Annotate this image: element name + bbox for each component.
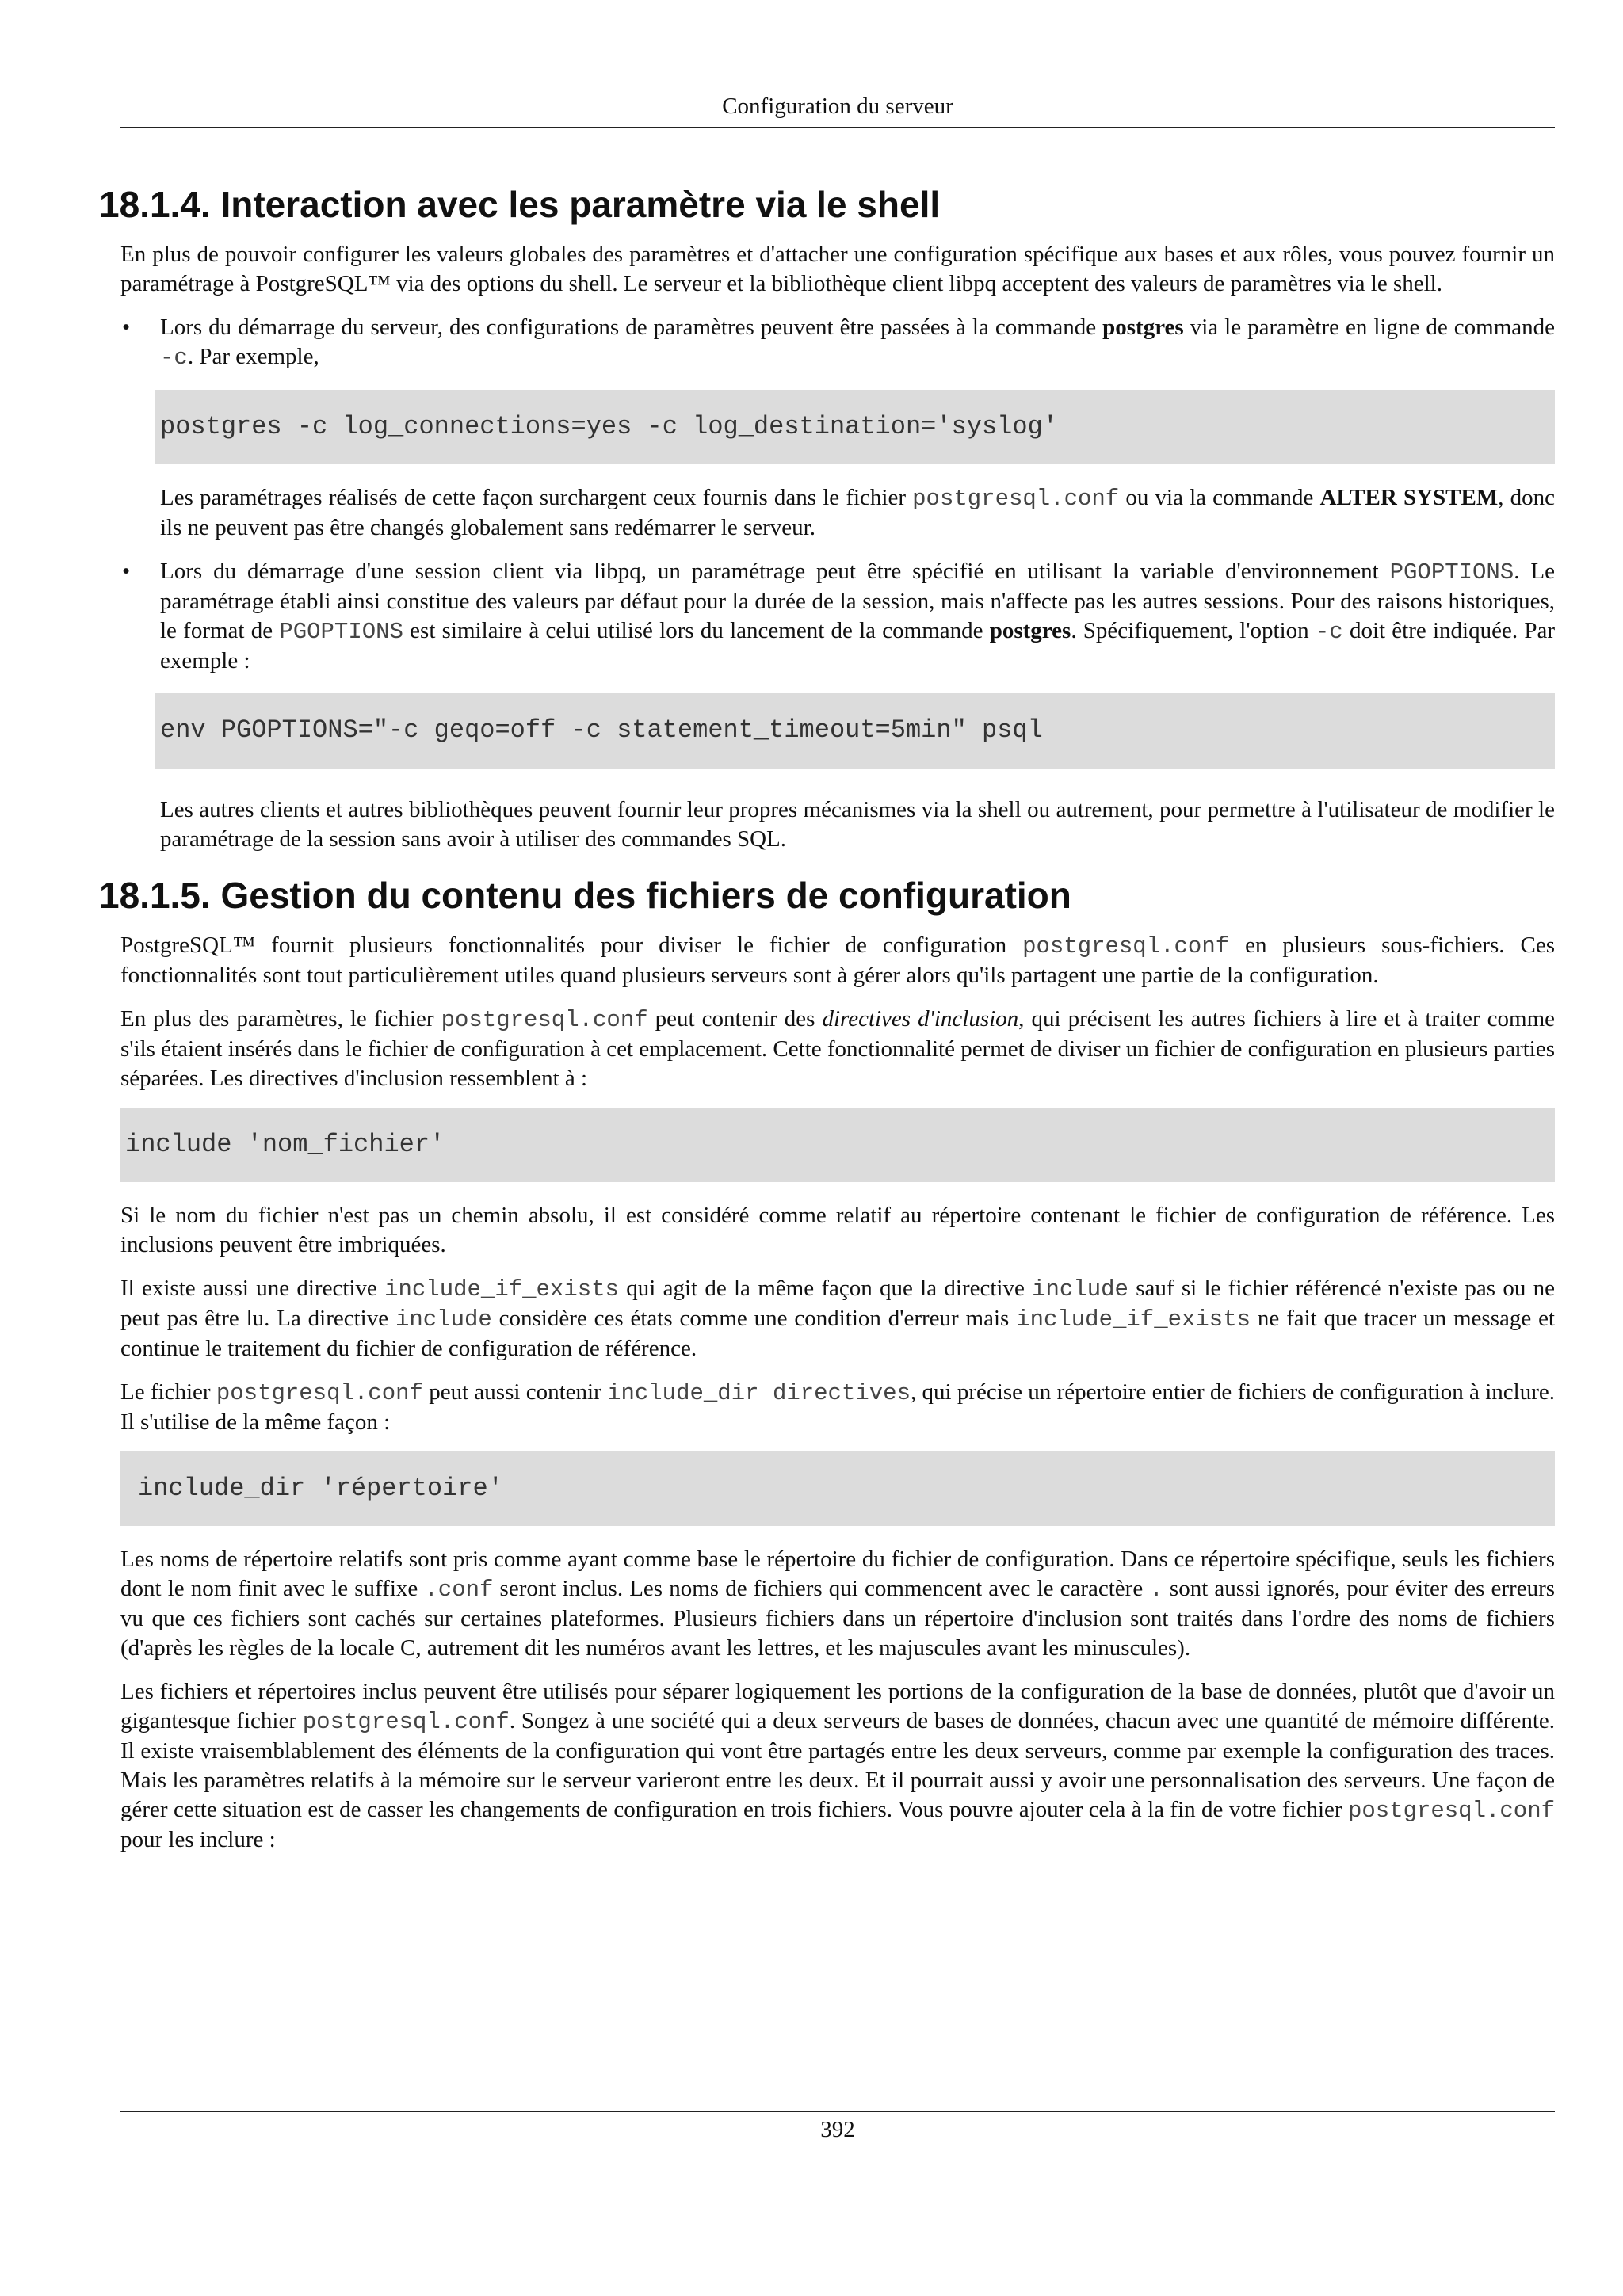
text-run: pour les inclure : bbox=[120, 1827, 276, 1853]
running-header: Configuration du serveur bbox=[722, 93, 953, 119]
bullet-item-server-start bbox=[120, 313, 1555, 543]
command-name: postgres bbox=[1102, 314, 1184, 340]
code-example-pgoptions: env PGOPTIONS="-c geqo=off -c statement_timeout=5min" psql bbox=[155, 693, 1555, 768]
section-2-p7 bbox=[120, 1677, 1555, 1855]
text-run: seront inclus. Les noms de fichiers qui commencent avec le caractère bbox=[493, 1576, 1150, 1602]
inline-code: postgresql.conf bbox=[1347, 1798, 1555, 1825]
inline-code: postgresql.conf bbox=[302, 1709, 510, 1736]
text-run: en plusieurs sous-fichiers. Ces fonctionnalités sont tout particulièrement utiles quand plusieurs serveurs sont à gérer alors qu'ils partagent une partie de la configuration. bbox=[120, 932, 1555, 988]
text-run: , qui précisent les autres fichiers à lire et à traiter comme s'ils étaient insérés dans le fichier de configuration à cet emplacement. Cette fonctionnalité permet de diviser un fichier de configuration en plusieurs parties séparées. Les directives d'inclusion ressemblent à : bbox=[120, 1005, 1556, 1091]
text-run: PostgreSQL™ fournit plusieurs fonctionnalités pour diviser le fichier de configuration bbox=[120, 932, 1023, 958]
text-run: sauf si le fichier référencé n'existe pas ou ne peut pas être lu. La directive bbox=[120, 1275, 1555, 1331]
inline-code: . bbox=[1149, 1577, 1163, 1604]
page-content bbox=[99, 184, 1556, 1869]
section-2-p1 bbox=[120, 931, 1555, 990]
text-run: Les noms de répertoire relatifs sont pris comme ayant comme base le répertoire du fichier de configuration. Dans ce répertoire spécifique, seuls les fichiers dont le nom finit avec le suffixe bbox=[120, 1547, 1555, 1602]
bullet-marker: • bbox=[122, 314, 131, 340]
text-run: qui agit de la même façon que la directive bbox=[618, 1275, 1033, 1301]
text-run: peut aussi contenir bbox=[422, 1379, 608, 1405]
inline-code: include bbox=[395, 1306, 492, 1333]
bullet-1-text bbox=[160, 313, 1555, 372]
code-example-include: include 'nom_fichier' bbox=[120, 1108, 1555, 1182]
header-rule bbox=[120, 127, 1555, 128]
emphasis: directives d'inclusion bbox=[822, 1005, 1019, 1032]
bullet-marker: • bbox=[122, 559, 131, 585]
inline-code: postgresql.conf bbox=[216, 1379, 423, 1406]
bullet-item-client-session bbox=[120, 557, 1555, 853]
text-run: Les paramétrages réalisés de cette façon surchargent ceux fournis dans le fichier bbox=[160, 485, 913, 511]
text-run: Il existe aussi une directive bbox=[120, 1275, 385, 1301]
inline-code: include bbox=[1032, 1276, 1128, 1302]
inline-code: postgresql.conf bbox=[912, 486, 1120, 513]
section-2-p4 bbox=[120, 1274, 1555, 1363]
bullet-1-after-text bbox=[160, 483, 1555, 543]
text-run: , qui précise un répertoire entier de fichiers de configuration à inclure. Il s'utilise de la même façon : bbox=[120, 1379, 1555, 1435]
inline-code: postgresql.conf bbox=[1022, 933, 1230, 959]
text-run: . Songez à une société qui a deux serveurs de bases de données, chacun avec une quantité de mémoire différente. Il existe vraisemblablement des éléments de la configuration qui vont être partagés entre les deux serveurs, comme par exemple la configuration des traces. Mais les paramètres relatifs à la mémoire sur le serveur varieront entre les deux. Et il pourrait aussi y avoir une personnalisation des serveurs. Une façon de gérer cette situation est de casser les changements de configuration en trois fichiers. Vous pouvre ajouter cela à la fin de votre fichier bbox=[120, 1708, 1555, 1823]
inline-code: include_dir directives bbox=[607, 1379, 911, 1406]
text-run: ne fait que tracer un message et continue le traitement du fichier de configuration de référence. bbox=[120, 1305, 1555, 1361]
bullet-2-text bbox=[160, 557, 1555, 676]
text-run: Lors du démarrage d'une session client via libpq, un paramétrage peut être spécifié en utilisant la variable d'environnement bbox=[160, 559, 1390, 585]
text-run: est similaire à celui utilisé lors du lancement de la commande bbox=[403, 618, 990, 644]
inline-code: include_if_exists bbox=[384, 1276, 619, 1302]
text-run: . Par exemple, bbox=[187, 343, 319, 369]
text-run: En plus des paramètres, le fichier bbox=[120, 1005, 441, 1032]
inline-code: .conf bbox=[424, 1577, 494, 1604]
section-2-p3: Si le nom du fichier n'est pas un chemin absolu, il est considéré comme relatif au répertoire contenant le fichier de configuration de référence. Les inclusions peuvent être imbriquées. bbox=[120, 1202, 1555, 1257]
inline-code: postgresql.conf bbox=[441, 1006, 648, 1033]
section-heading-18-1-4: 18.1.4. Interaction avec les paramètre via le shell bbox=[99, 184, 941, 225]
text-run: via le paramètre en ligne de commande bbox=[1183, 314, 1556, 340]
text-run: considère ces états comme une condition d'erreur mais bbox=[491, 1305, 1017, 1331]
text-run: . Spécifiquement, l'option bbox=[1071, 618, 1316, 644]
section-2-p5 bbox=[120, 1378, 1555, 1437]
inline-code: -c bbox=[1315, 619, 1343, 646]
bullet-list bbox=[120, 313, 1555, 854]
inline-code: include_if_exists bbox=[1016, 1306, 1251, 1333]
text-run: peut contenir des bbox=[647, 1005, 823, 1032]
text-run: , donc ils ne peuvent pas être changés globalement sans redémarrer le serveur. bbox=[160, 485, 1556, 541]
section-2-p2 bbox=[120, 1005, 1555, 1093]
code-example-postgres: postgres -c log_connections=yes -c log_destination='syslog' bbox=[155, 390, 1555, 464]
inline-code: PGOPTIONS bbox=[279, 619, 403, 646]
text-run: Lors du démarrage du serveur, des configurations de paramètres peuvent être passées à la commande bbox=[160, 314, 1103, 340]
footer-rule bbox=[120, 2111, 1555, 2112]
text-run: sont aussi ignorés, pour éviter des erreurs vu que ces fichiers sont cachés sur certaines plateformes. Plusieurs fichiers dans un répertoire d'inclusion sont traités dans l'ordre des noms de fichiers (d'après les règles de la locale C, autrement dit les numéros avant les lettres, et les majuscules avant les minuscules). bbox=[120, 1576, 1556, 1661]
section-2-p6 bbox=[120, 1545, 1555, 1663]
code-example-include-dir: include_dir 'répertoire' bbox=[120, 1451, 1555, 1526]
page-number: 392 bbox=[820, 2117, 855, 2142]
text-run: doit être indiquée. Par exemple : bbox=[160, 618, 1555, 674]
command-name: ALTER SYSTEM bbox=[1319, 485, 1499, 511]
inline-code: -c bbox=[160, 344, 188, 371]
section-heading-18-1-5: 18.1.5. Gestion du contenu des fichiers de configuration bbox=[99, 874, 1071, 916]
text-run: . Le paramétrage établi ainsi constitue des valeurs par défaut pour la durée de la session, mais n'affecte pas les autres sessions. Pour des raisons historiques, le format de bbox=[160, 559, 1555, 644]
text-run: Les fichiers et répertoires inclus peuvent être utilisés pour séparer logiquement les portions de la configuration de la base de données, plutôt que d'avoir un gigantesque fichier bbox=[120, 1679, 1555, 1734]
text-run: ou via la commande bbox=[1119, 485, 1320, 511]
section-1-intro: En plus de pouvoir configurer les valeurs globales des paramètres et d'attacher une configuration spécifique aux bases et aux rôles, vous pouvez fournir un paramétrage à PostgreSQL™ via des options du shell. Le serveur et la bibliothèque client libpq acceptent des valeurs de paramètres via le shell. bbox=[120, 241, 1555, 296]
bullet-2-after-text: Les autres clients et autres bibliothèques peuvent fournir leur propres mécanismes via la shell ou autrement, pour permettre à l'utilisateur de modifier le paramétrage de la session sans avoir à utiliser des commandes SQL. bbox=[160, 796, 1555, 852]
text-run: Le fichier bbox=[120, 1379, 216, 1405]
command-name: postgres bbox=[989, 618, 1071, 644]
inline-code: PGOPTIONS bbox=[1389, 559, 1514, 586]
